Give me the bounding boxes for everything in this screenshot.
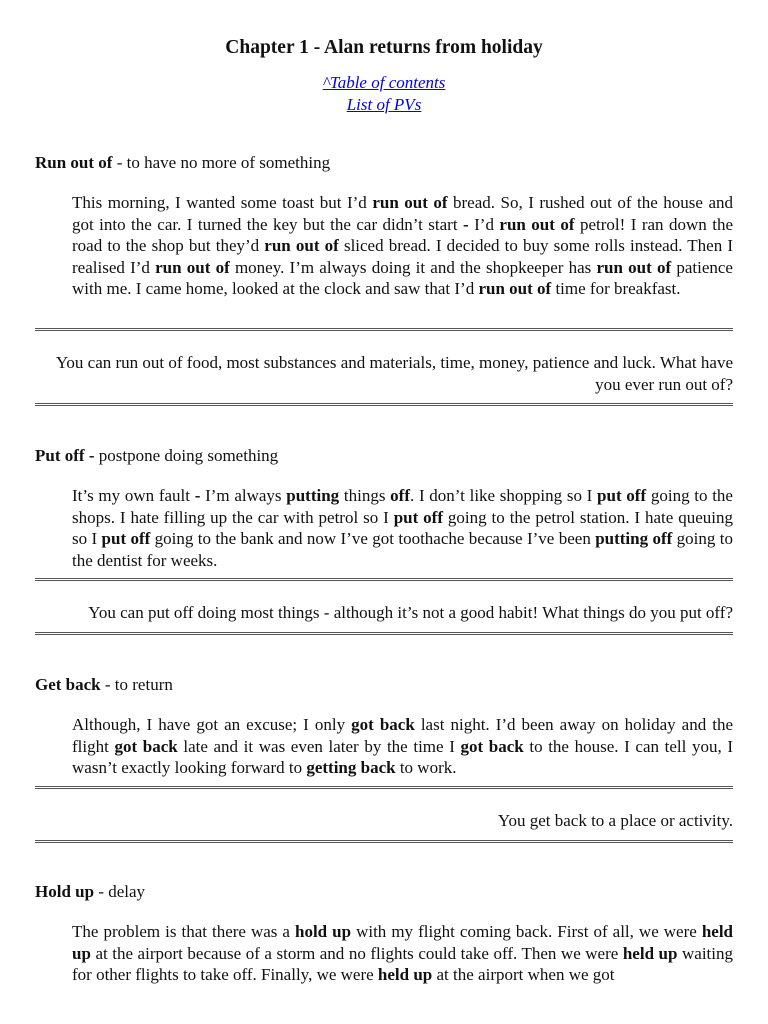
pv-highlight: run out of: [372, 193, 448, 212]
pv-highlight: put off: [597, 486, 647, 505]
pv-definition: postpone doing something: [94, 446, 279, 465]
pv-example-get-back: [72, 714, 733, 779]
pv-highlight: got back: [460, 736, 524, 756]
pv-highlight: put off: [101, 529, 151, 549]
example-text: sliced bread. I decided to buy some rolls instead. Then I realised I’d: [72, 236, 734, 277]
example-text: I’d: [468, 214, 500, 234]
pv-term: Run out of: [35, 153, 113, 172]
example-text: time for breakfast.: [551, 279, 681, 299]
example-text: petrol! I ran down the road to the shop but they’d: [72, 214, 733, 256]
pv-highlight: off: [390, 486, 410, 505]
pv-term: Hold up: [35, 882, 95, 901]
example-text: late and it was even later by the time I: [177, 736, 461, 756]
example-text: going to the petrol station. I hate queuing so I: [72, 507, 733, 549]
pv-definition: - to have no more of something: [112, 153, 331, 172]
pv-highlight: run out of: [596, 257, 672, 277]
pv-highlight: held up: [377, 965, 433, 985]
example-text: waiting for other flights to take off. Finally, we were: [72, 943, 733, 985]
pv-highlight: held up: [72, 922, 733, 963]
example-text: going to the shops. I hate filling up the car with petrol so I: [72, 486, 733, 527]
pv-highlight: got back: [351, 715, 415, 734]
example-text: Although, I have got an excuse; I only: [72, 715, 352, 734]
pv-example-hold-up: [72, 921, 733, 986]
pv-definition: - to return: [100, 675, 173, 694]
pv-example-put-off: [72, 485, 733, 571]
divider: [35, 328, 733, 331]
pv-note-get-back: You get back to a place or activity.: [497, 811, 733, 830]
pv-highlight: putting: [286, 486, 340, 505]
pv-highlight: -: [194, 486, 201, 505]
example-text: going to the dentist for weeks.: [72, 529, 734, 570]
pv-heading-put-off: [35, 445, 733, 467]
pv-term: Get back: [35, 675, 101, 694]
toc-links: [35, 72, 733, 115]
pv-highlight: held up: [622, 943, 678, 963]
table-of-contents-link[interactable]: ^Table of contents: [322, 73, 446, 92]
pv-term: Put off -: [35, 446, 95, 465]
example-text: The problem is that there was a: [72, 922, 295, 941]
example-text: money. I’m always doing it and the shopkeeper has: [229, 257, 597, 277]
example-text: with my flight coming back. First of all, we were: [351, 922, 702, 941]
pv-highlight: put off: [393, 507, 444, 527]
pv-highlight: getting back: [306, 758, 396, 778]
example-text: at the airport because of a storm and no flights could take off. Then we were: [90, 943, 623, 963]
pv-definition: - delay: [94, 882, 146, 901]
divider: [35, 786, 733, 789]
pv-heading-get-back: [35, 674, 733, 696]
pv-note-run-out-of: You can run out of food, most substances and materials, time, money, patience and luck. What have you ever run out of?: [55, 353, 733, 394]
pv-highlight: run out of: [499, 214, 575, 234]
example-text: . I don’t like shopping so I: [409, 486, 598, 505]
chapter-title: Chapter 1 - Alan returns from holiday: [225, 37, 543, 58]
example-text: It’s my own fault: [72, 486, 195, 505]
example-text: bread. So, I rushed out of the house and got into the car. I turned the key but the car didn’t start: [72, 193, 733, 234]
example-text: things: [339, 486, 391, 505]
pv-heading-hold-up: [35, 881, 733, 903]
pv-example-run-out-of: [72, 192, 733, 300]
pv-highlight: run out of: [155, 257, 230, 277]
divider: [35, 403, 733, 406]
example-text: I’m always: [200, 486, 287, 505]
example-text: going to the bank and now I’ve got toothache because I’ve been: [150, 529, 596, 549]
example-text: at the airport when we got: [432, 965, 615, 985]
pv-highlight: putting off: [595, 529, 673, 549]
divider: [35, 578, 733, 581]
pv-highlight: got back: [114, 736, 178, 756]
pv-highlight: hold up: [295, 922, 352, 941]
example-text: This morning, I wanted some toast but I’d: [72, 193, 373, 212]
pv-note-put-off: You can put off doing most things - although it’s not a good habit! What things do you put off?: [88, 603, 733, 622]
example-text: last night. I’d been away on holiday and the flight: [72, 715, 733, 756]
divider: [35, 840, 733, 843]
pv-highlight: run out of: [264, 236, 339, 256]
divider: [35, 632, 733, 635]
pv-highlight: run out of: [478, 279, 552, 299]
list-of-pvs-link[interactable]: List of PVs: [346, 94, 422, 114]
pv-highlight: -: [463, 214, 469, 234]
pv-heading-run-out-of: [35, 152, 733, 174]
example-text: patience with me. I came home, looked at the clock and saw that I’d: [72, 257, 733, 299]
example-text: to work.: [395, 758, 457, 778]
example-text: to the house. I can tell you, I wasn’t exactly looking forward to: [72, 736, 734, 778]
